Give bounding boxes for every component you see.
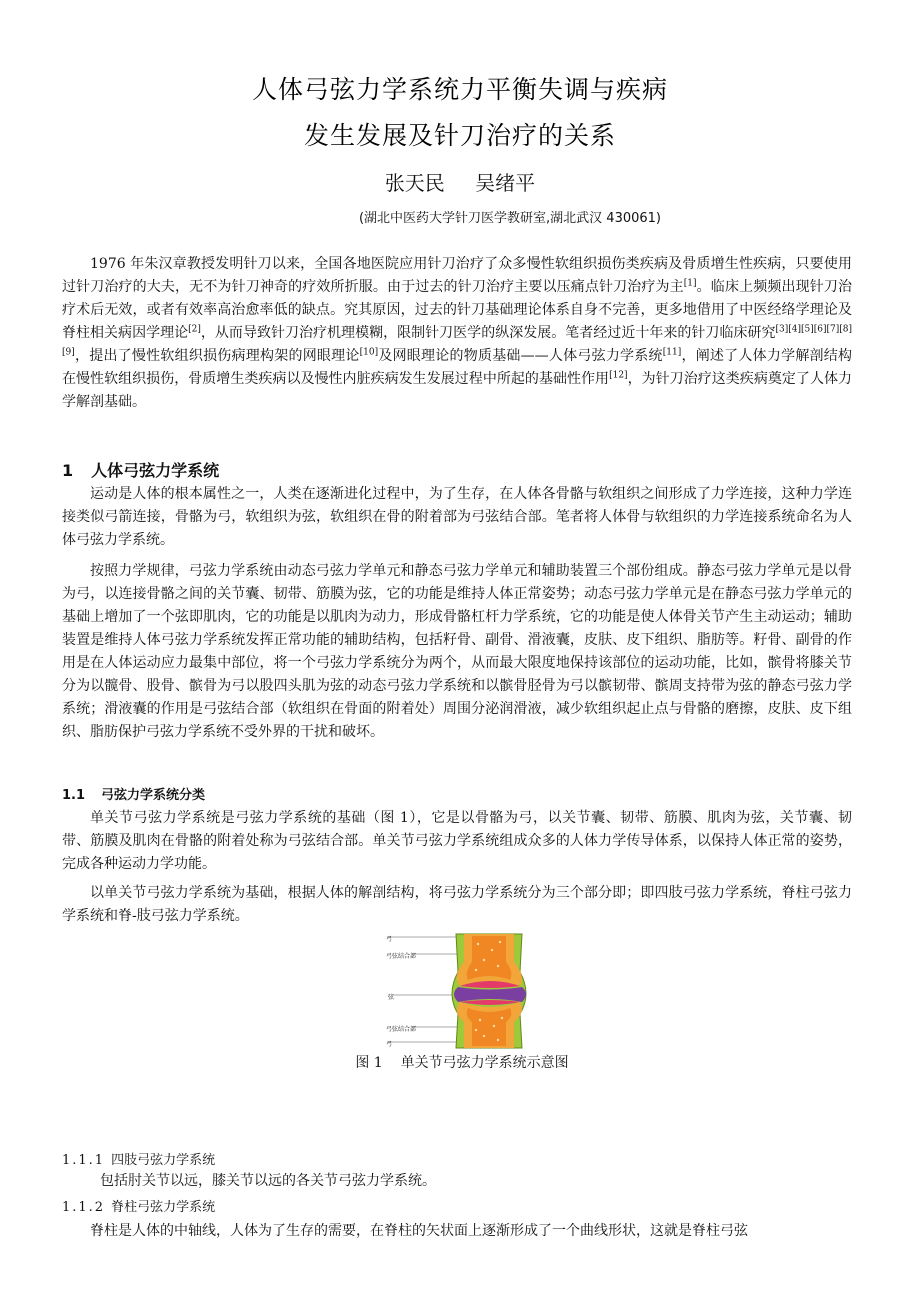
- citation: [10]: [359, 347, 379, 358]
- figure-label-bow: 弓: [386, 1041, 393, 1048]
- paper-title-line2: 发生发展及针刀治疗的关系: [303, 121, 616, 150]
- author-affiliation: (湖北中医药大学针刀医学教研室,湖北武汉 430061): [358, 211, 662, 226]
- citation: [3][4][5][6][7][8][9]: [62, 324, 853, 358]
- citation: [2]: [188, 324, 201, 335]
- subsection-heading: 1.1 弓弦力学系统分类: [62, 788, 206, 803]
- joint-diagram-figure: [380, 932, 540, 1050]
- body-paragraph: 以单关节弓弦力学系统为基础，根据人体的解剖结构，将弓弦力学系统分为三个部分即；即四肢弓弦力学系统，脊柱弓弦力学系统和脊-肢弓弦力学系统。: [62, 885, 852, 924]
- section-heading: 1 人体弓弦力学系统: [62, 461, 220, 480]
- figure-caption: 图 1 单关节弓弦力学系统示意图: [355, 1055, 569, 1071]
- body-paragraph: 运动是人体的根本属性之一，人类在逐渐进化过程中，为了生存，在人体各骨骼与软组织之间形成了力学连接，这种力学连接类似弓箭连接，骨骼为弓，软组织为弦，软组织在骨的附着部为弓弦结合部。笔者将人体骨与软组织的力学连接系统命名为人体弓弦力学系统。: [62, 486, 852, 548]
- body-paragraph: 按照力学规律，弓弦力学系统由动态弓弦力学单元和静态弓弦力学单元和辅助装置三个部份组成。静态弓弦力学单元是以骨为弓，以连接骨骼之间的关节囊、韧带、筋膜为弦，它的功能是维持人体正常姿势；动态弓弦力学单元是在静态弓弦力学单元的基础上增加了一个弦即肌肉，它的功能是以肌肉为动力，形成骨骼杠杆力学系统，它的功能是使人体骨关节产生主动运动；辅助装置是维持人体弓弦力学系统发挥正常功能的辅助结构，包括籽骨、副骨、滑液囊，皮肤、皮下组织、脂肪等。籽骨、副骨的作用是在人体运动应力最集中部位，将一个弓弦力学系统分为两个，从而最大限度地保持该部位的运动功能，比如，髌骨将膝关节分为以髋骨、股骨、髌骨为弓以股四头肌为弦的动态弓弦力学系统和以髌骨胫骨为弓以髌韧带、髌周支持带为弦的静态弓弦力学系统；滑液囊的作用是弓弦结合部（软组织在骨面的附着处）周围分泌润滑液，减少软组织起止点与骨骼的磨擦，皮肤、皮下组织、脂肪保护弓弦力学系统不受外界的干扰和破坏。: [62, 563, 852, 740]
- figure-label-junction: 弓弦结合部: [386, 1026, 417, 1033]
- figure-label-bow: 弓: [386, 936, 393, 943]
- author-name: 张天民: [384, 171, 445, 195]
- citation: [1]: [683, 278, 697, 289]
- citation: [12]: [609, 370, 628, 381]
- body-paragraph: 脊柱是人体的中轴线，人体为了生存的需要，在脊柱的矢状面上逐渐形成了一个曲线形状，这就是脊柱弓弦: [90, 1223, 748, 1239]
- body-paragraph: 单关节弓弦力学系统是弓弦力学系统的基础（图 1），它是以骨骼为弓，以关节囊、韧带、筋膜、肌肉为弦，关节囊、韧带、筋膜及肌肉在骨骼的附着处称为弓弦结合部。单关节弓弦力学系统组成众多的人体力学传导体系，以保持人体正常的姿势，完成各种运动力学功能。: [62, 810, 852, 872]
- body-paragraph: 包括肘关节以远，膝关节以远的各关节弓弦力学系统。: [100, 1173, 436, 1189]
- author-list: [0, 167, 920, 196]
- subsubsection-heading: 1.1.2 脊柱弓弦力学系统: [62, 1200, 216, 1215]
- subsubsection-heading: 1.1.1 四肢弓弦力学系统: [62, 1153, 216, 1168]
- figure-label-junction: 弓弦结合部: [386, 953, 417, 960]
- author-name: 吴绪平: [475, 171, 536, 195]
- paper-title-line1: 人体弓弦力学系统力平衡失调与疾病: [251, 75, 668, 104]
- citation: [11]: [662, 347, 682, 358]
- intro-paragraph: 1976 年朱汉章教授发明针刀以来，全国各地医院应用针刀治疗了众多慢性软组织损伤类疾病及骨质增生性疾病，只要使用过针刀治疗的大夫，无不为针刀神奇的疗效所折服。由于过去的针刀治疗主要以压痛点针刀治疗为主[1]。临床上频频出现针刀治疗术后无效，或者有效率高治愈率低的缺点。究其原因，过去的针刀基础理论体系自身不完善，更多地借用了中医经络学理论及脊柱相关病因学理论[2]，从而导致针刀治疗机理模糊，限制针刀医学的纵深发展。笔者经过近十年来的针刀临床研究[3][4][5][6][7][8][9]，提出了慢性软组织损伤病理构架的网眼理论[10]及网眼理论的物质基础——人体弓弦力学系统[11]，阐述了人体力学解剖结构在慢性软组织损伤，骨质增生类疾病以及慢性内脏疾病发生发展过程中所起的基础性作用[12]，为针刀治疗这类疾病奠定了人体力学解剖基础。: [62, 256, 853, 410]
- figure-label-string: 弦: [388, 994, 395, 1001]
